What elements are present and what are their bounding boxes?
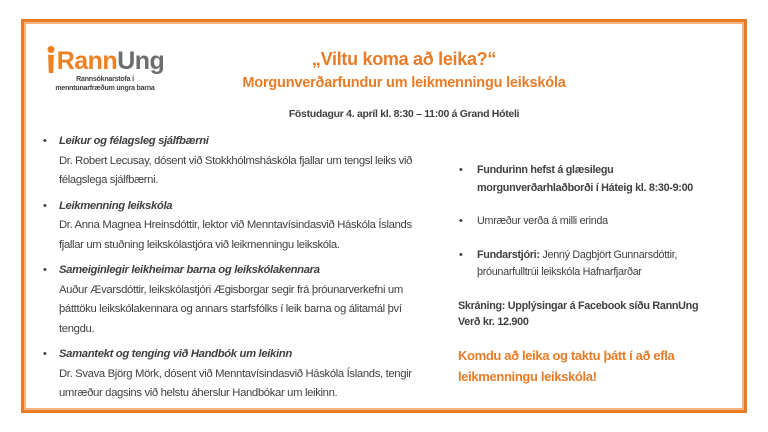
info-item-text: Jenný Dagbjört Gunnarsdóttir, þróunarfulltrúi leikskóla Hafnarfjarðar [477,248,678,278]
bullet-icon: • [43,264,47,276]
logo-tagline-line1: Rannsóknarstofa í [76,76,134,83]
event-datetime-location: Föstudagur 4. apríl kl. 8:30 – 11:00 á Grand Hóteli [288,108,520,120]
bullet-icon: • [459,164,463,176]
program-item-title: Sameiginlegir leikheimar barna og leikskólakennara [59,264,320,276]
bullet-icon: • [43,135,47,147]
info-item-bold-text: Fundurinn hefst á glæsilegu morgunverðarhlaðborði í Háteig kl. 8:30-9:00 [477,164,693,194]
bullet-icon: • [459,215,463,227]
logo-text-ung: Ung [117,47,165,75]
price-line: Verð kr. 12.900 [458,315,529,328]
person-i-icon [46,46,56,73]
info-panel [458,162,730,387]
program-item-title: Leikur og félagsleg sjálfbærni [59,135,209,147]
logo-tagline-line2: menntunarfræðum ungra barna [55,84,155,92]
program-list [41,132,433,410]
program-item [41,132,433,191]
event-header [64,48,744,121]
flyer-border-frame [21,19,747,413]
registration-info [458,298,730,330]
program-item [41,345,433,404]
program-item-description: Auður Ævarsdóttir, leikskólastjóri Ægisborgar segir frá þróunarverkefni um þátttöku leikskólakennara og annars starfsfólks í leik barna og álitamál því tengdu. [59,283,403,335]
program-item [41,261,433,339]
info-item [458,213,730,231]
event-title: „Viltu koma að leika?“ [311,49,497,69]
info-item [458,247,730,282]
cta-text: Komdu að leika og taktu þátt í að efla leikmenningu leikskóla! [458,347,675,384]
program-item-title: Leikmenning leikskóla [59,199,173,212]
logo-text-rann: Rann [56,47,118,75]
bullet-icon: • [459,248,463,261]
info-item [458,162,730,197]
event-subtitle: Morgunverðarfundur um leikmenningu leikskóla [242,75,566,91]
program-item-description: Dr. Anna Magnea Hreinsdóttir, lektor við Menntavísindasvið Háskóla Íslands fjallar um stuðning leikskólastjóra við leikmenningu leikskóla. [59,219,412,251]
info-item-text: Umræður verða á milli erinda [477,215,608,227]
bullet-icon: • [43,199,47,212]
program-item-title: Samantekt og tenging við Handbók um leikinn [59,348,292,360]
program-item [41,197,433,256]
registration-line: Skráning: Upplýsingar á Facebook síðu RannUng [458,299,699,312]
info-item-bold-text: Fundarstjóri: [477,248,540,261]
bullet-icon: • [43,348,47,360]
program-item-description: Dr. Svava Björg Mörk, dósent við Menntavísindasvið Háskóla Íslands, tengir umræður dagsins við helstu áherslur Handbókar um leikinn. [59,367,412,399]
program-item-description: Dr. Robert Lecusay, dósent við Stokkhólmsháskóla fjallar um tengsl leiks við félagslega sjálfbærni. [59,154,413,186]
